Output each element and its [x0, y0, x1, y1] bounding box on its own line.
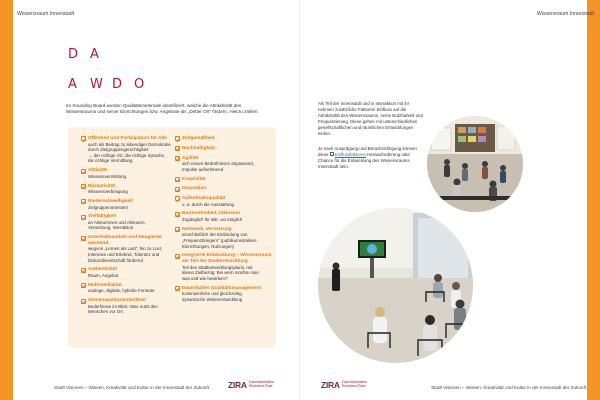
- checkmark-icon: [175, 212, 180, 217]
- criterion-description: Zugänglich für alle, wo möglich: [182, 217, 243, 223]
- criterion-description: Bedürfnisse im Blick: Was nutzt den Menschen vor Ort: [88, 303, 158, 315]
- criterion-title-text: Agilität: [182, 155, 199, 161]
- heading-letter: D: [68, 47, 79, 62]
- criteria-column-right: [175, 136, 273, 307]
- criterion-title-text: Gemeinwohlorientiertheit: [88, 298, 146, 304]
- checkmark-icon: [81, 136, 86, 141]
- criterion-item: [175, 177, 273, 183]
- influence-factors-link-label: Einflussfaktoren: [334, 151, 366, 157]
- criterion-item: [175, 196, 273, 207]
- checkmark-icon: [81, 169, 86, 174]
- zira-logo-subtitle: Zukunftsinitiative Rheinland-Pfalz: [341, 380, 367, 388]
- criterion-item: [175, 211, 273, 222]
- criterion-title-text: Vielfältigkeit: [88, 214, 117, 220]
- criterion-description: einschließlich der Einbindung von „Frequenzbringern“ (publikumsstarken Einrichtungen, Nutzungen): [182, 232, 257, 249]
- footer-right: Stadt Visionen – Wissen, Kreativität und Kultur in der Innenstadt der Zukunft: [431, 385, 586, 390]
- criterion-description: sich neuen Bedürfnissen anpassend, Impulse aufnehmend: [182, 161, 255, 172]
- checkmark-icon: [81, 299, 86, 304]
- criterion-item: [175, 286, 273, 303]
- criterion-title-text: Multimedialität: [88, 282, 122, 288]
- page-gutter: [299, 0, 300, 400]
- checkmark-icon: [175, 254, 180, 259]
- heading-letter: D: [112, 77, 123, 92]
- workshop-photo-small-illustration: [427, 116, 523, 212]
- zira-logo-right: [321, 380, 367, 390]
- criterion-title-text: Aktivität: [88, 168, 107, 174]
- workshop-photo-small: [427, 116, 523, 212]
- criteria-column-left: [81, 136, 176, 319]
- criterion-item: [81, 235, 176, 263]
- criterion-description: auch als Beitrag zu lebendiger Demokratie durch Zielgruppengerechtigkeit → der richtige Ort, die richtige Sprache, die richtige Vermittlung: [88, 141, 171, 164]
- criterion-item: [175, 227, 273, 249]
- criteria-box: [68, 127, 276, 348]
- criterion-title-text: Dauerhaftes Qualitätsmanagement: [182, 285, 262, 291]
- criterion-item: [81, 267, 176, 278]
- checkmark-icon: [175, 136, 180, 141]
- external-link-icon: [330, 152, 334, 156]
- criterion-title: [175, 253, 273, 264]
- criterion-description: zielgruppenorientiert: [88, 204, 128, 210]
- criterion-title-text: Nachhaltigkeit: [182, 145, 215, 151]
- criterion-title: [175, 177, 273, 183]
- criterion-item: [81, 136, 176, 164]
- checkmark-icon: [81, 236, 86, 241]
- running-header-left: Wissensraum Innenstadt: [17, 11, 75, 17]
- right-paragraph-2-lead: Je nach Ausprägung und Berücksichtigung können diese: [318, 146, 417, 157]
- criterion-item: [175, 156, 273, 173]
- zira-logo-subtitle: Zukunftsinitiative Rheinland-Pfalz: [248, 380, 274, 388]
- criterion-title: [81, 235, 176, 246]
- footer-left: Stadt Visionen – Wissen, Kreativität und Kultur in der Innenstadt der Zukunft: [54, 385, 209, 390]
- intro-paragraph: Im Sounding Board wurden Qualitätsmerkmale identifiziert, welche die Attraktivität des Wissensraums und seiner Einrichtungen bzw. Angebote als „Dritter Ort“ fördern. Hierzu zählen:: [66, 103, 259, 115]
- criterion-title-text: Kreativität: [182, 176, 206, 182]
- heading-letters-row-1: [68, 47, 112, 62]
- criterion-item: [81, 168, 176, 179]
- criterion-description: an Akteurinnen und Akteuren, Vernetzung, Interaktion: [88, 219, 146, 231]
- frame-bar-right: [587, 0, 600, 400]
- right-paragraph-2: [318, 146, 426, 170]
- checkmark-icon: [175, 177, 180, 182]
- checkmark-icon: [81, 199, 86, 204]
- criterion-title: [81, 136, 176, 142]
- criterion-item: [175, 253, 273, 281]
- criterion-title-text: Rezeptivität: [88, 183, 115, 189]
- checkmark-icon: [175, 187, 180, 192]
- heading-letters-row-2: [68, 77, 156, 92]
- criterion-item: [175, 186, 273, 192]
- criterion-title-text: Integrierte Entwicklung – Wissensraum als Teil der Stadtentwicklung: [182, 253, 272, 264]
- checkmark-icon: [175, 286, 180, 291]
- checkmark-icon: [81, 268, 86, 273]
- frame-bar-left: [0, 0, 13, 400]
- criterion-title-text: Zeitgemäßheit: [182, 136, 215, 141]
- criterion-item: [81, 199, 176, 210]
- heading-letter: A: [68, 77, 77, 92]
- presentation-photo-large-illustration: [318, 208, 473, 363]
- criterion-item: [81, 283, 176, 294]
- criterion-title-text: Innovation: [182, 186, 207, 192]
- criterion-title-text: Unterhaltsamkeit und Neugierde weckend: [88, 235, 162, 246]
- criterion-item: [175, 146, 273, 152]
- criterion-title: [175, 136, 273, 142]
- criterion-title-text: Aufenthaltsqualität: [182, 196, 226, 202]
- criterion-item: [81, 214, 176, 231]
- criterion-title-text: Netzwerk, Vernetzung: [182, 226, 232, 232]
- criterion-description: kontinuierliche und gleichzeitig, dynamische Weiterentwicklung: [182, 291, 243, 302]
- criterion-item: [81, 298, 176, 315]
- criterion-title-text: Barrierefreiheit, Inklusion: [182, 211, 241, 217]
- criterion-description: Wissensvermittlung: [88, 173, 127, 179]
- zira-logo-left: [228, 380, 274, 390]
- running-header-right: Wissensraum Innenstadt: [536, 11, 594, 17]
- criterion-title: [175, 146, 273, 152]
- criterion-description: analoge, digitale, hybride Formate: [88, 288, 155, 294]
- heading-letter: O: [134, 77, 145, 92]
- criterion-item: [81, 184, 176, 195]
- criterion-description: Wissensverbringung: [88, 189, 128, 195]
- checkmark-icon: [175, 156, 180, 161]
- influence-factors-link[interactable]: [330, 152, 366, 157]
- heading-letter: W: [90, 77, 103, 92]
- criterion-description: u. a. durch die Ausstattung: [182, 201, 234, 207]
- heading-letter: A: [90, 47, 99, 62]
- right-paragraph-2-tail: Herausforderung oder Chance für die Entwicklung des Wissensraums Innenstadt sein.: [318, 151, 411, 169]
- checkmark-icon: [175, 146, 180, 151]
- criterion-title-text: Authentizität: [88, 267, 118, 273]
- criterion-item: [175, 136, 273, 142]
- checkmark-icon: [175, 196, 180, 201]
- checkmark-icon: [81, 184, 86, 189]
- checkmark-icon: [81, 215, 86, 220]
- criterion-description: Teil des Stadtentwicklungsplans, mit klaren Zielbezüg: Bei wem möchte man was und wie bewirken?: [182, 264, 259, 281]
- criterion-title-text: Niederschwelligkeit: [88, 198, 133, 204]
- criterion-description: Raum, Angebot: [88, 273, 119, 278]
- presentation-photo-large: [318, 208, 473, 363]
- zira-logo-mark: ZIRA: [321, 380, 340, 390]
- criterion-title: [175, 186, 273, 192]
- criterion-title-text: Offenheit und Partizipation für Alle: [88, 136, 167, 141]
- zira-logo-mark: ZIRA: [228, 380, 247, 390]
- checkmark-icon: [81, 283, 86, 288]
- right-paragraph-1: Als Teil der Innenstadt und in Interaktion mit ihr nehmen zusätzliche Faktoren Einfluss auf die Attraktivität des Wissensraums, seine Nutzbarkeit und Frequentierung. Diese gehen mit unterschiedlichen gesellschaftlichen und räumlichen Entwicklungen einher.: [318, 101, 423, 136]
- checkmark-icon: [175, 227, 180, 232]
- criterion-description: wegvon „Lernen als Last“, hin zu Lust, Interesse und Erlebnis, Toleranz und Diskursbereitschaft fördernd: [88, 246, 163, 263]
